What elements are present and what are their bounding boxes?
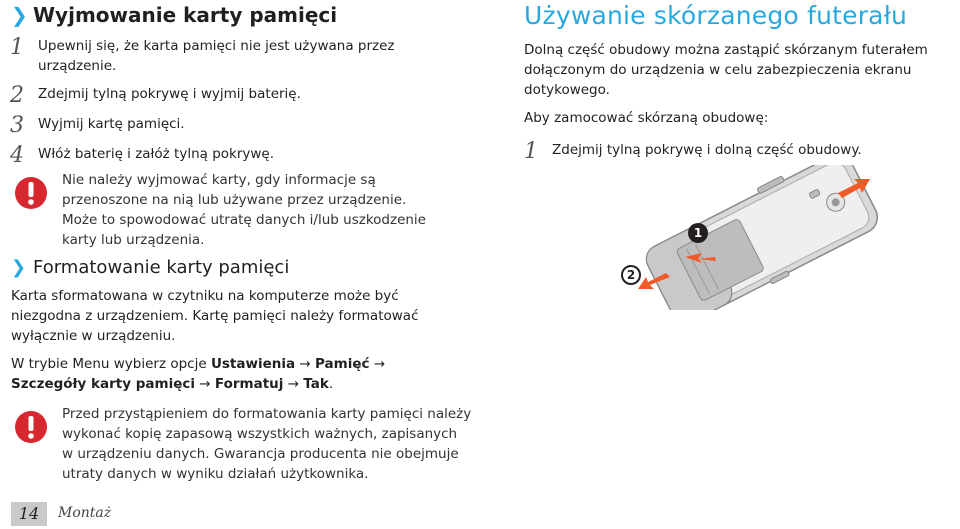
warning-icon [14,410,48,444]
marker-1: 1 [688,223,708,243]
section-heading-remove-card [11,3,337,27]
page-number: 14 [11,502,47,526]
arrow-icon: → [299,356,311,372]
page-title: Używanie skórzanego futerału [524,1,908,30]
arrow-icon: → [287,376,299,392]
paragraph: Aby zamocować skórzaną obudowę: [524,110,769,126]
arrow-icon: → [373,356,386,372]
paragraph: Karta sformatowana w czytniku na komputerze może być niezgodna z urządzeniem. Kartę pamięci należy formatować wyłącznie w urządzeniu. [11,288,419,344]
warning-text: Przed przystąpieniem do formatowania karty pamięci należy wykonać kopię zapasową wszystkich ważnych, zapisanych w urządzeniu danych. Gwarancja producenta nie obejmuje utraty danych w wyniku działań użytkownika. [62,406,472,482]
arrow-icon: → [199,376,211,392]
phone-back-illustration [620,165,890,310]
step-number: 2 [10,83,24,108]
menu-item-memory: Pamięć [315,356,370,372]
menu-item-yes: Tak [303,376,329,392]
section-title: Wyjmowanie karty pamięci [33,3,338,27]
step-number: 1 [10,35,24,60]
step-text: Zdejmij tylną pokrywę i dolną część obudowy. [552,142,862,158]
section-heading-format-card [11,256,289,280]
warning-icon [14,176,48,210]
paragraph: Dolną część obudowy można zastąpić skórzanym futerałem dołączonym do urządzenia w celu zabezpieczenia ekranu dotykowego. [524,42,928,98]
marker-2: 2 [621,265,641,285]
footer-section-label: Montaż [58,505,112,521]
menu-item-settings: Ustawienia [210,356,296,372]
step-text: Zdejmij tylną pokrywę i wyjmij baterię. [38,86,301,102]
step-number: 3 [10,113,24,138]
chevron-right-icon: ❯ [11,3,28,27]
chevron-right-icon: ❯ [11,257,27,278]
path-intro: W trybie Menu wybierz opcje [11,356,207,372]
warning-text: Nie należy wyjmować karty, gdy informacje są przenoszone na nią lub używane przez urządzenie. Może to spowodować utratę danych i/lub uszkodzenie karty lub urządzenia. [62,172,426,248]
step-text: Włóż baterię i załóż tylną pokrywę. [38,146,275,162]
step-text: Wyjmij kartę pamięci. [38,116,185,132]
menu-path: W trybie Menu wybierz opcje Ustawienia → Pamięć → Szczegóły karty pamięci → Formatuj → Tak. [11,356,386,392]
menu-item-card-details: Szczegóły karty pamięci [11,376,195,392]
step-text: Upewnij się, że karta pamięci nie jest używana przez urządzenie. [38,38,395,74]
section-title: Formatowanie karty pamięci [33,257,290,278]
step-number: 1 [524,139,538,164]
step-number: 4 [10,143,24,168]
menu-item-format: Formatuj [214,376,284,392]
